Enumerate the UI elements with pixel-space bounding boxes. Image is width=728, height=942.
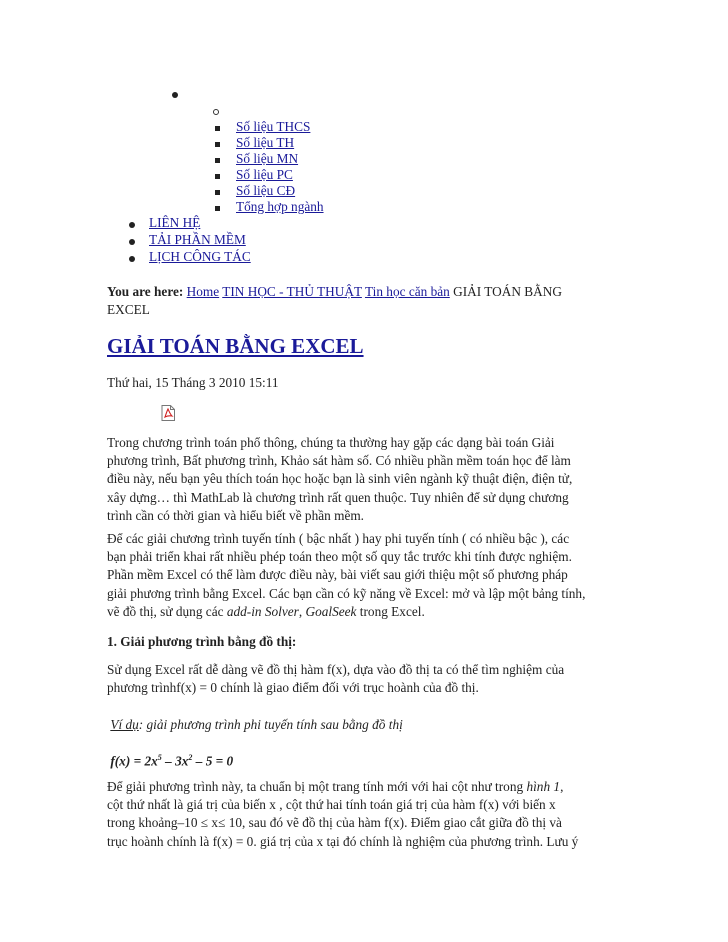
text-line: Để các giải chương trình tuyến tính ( bậc nhất ) hay phi tuyến tính ( có nhiều bậc ), các: [107, 531, 570, 546]
breadcrumb-link-tin-hoc-can-ban[interactable]: Tin học căn bản: [364, 284, 450, 299]
text-span: trong Excel.: [356, 603, 425, 619]
text-span: Để giải phương trình này, ta chuẩn bị một trang tính mới với hai cột như trong: [107, 779, 527, 794]
page-title[interactable]: GIẢI TOÁN BẰNG EXCEL: [107, 334, 364, 358]
text-span: ,: [560, 779, 564, 794]
list-bullet: [215, 126, 220, 131]
text-line: phương trìnhf(x) = 0 chính là giao điểm đối với trục hoành của đồ thị.: [107, 680, 479, 696]
menu-item-lich-cong-tac[interactable]: LỊCH CÔNG TÁC: [149, 249, 251, 264]
text-line: [107, 603, 627, 621]
list-bullet: [215, 174, 220, 179]
text-line: trình cần có thời gian và hiểu biết về phần mềm.: [107, 507, 365, 523]
menu-item-so-lieu-th[interactable]: Số liệu TH: [236, 135, 295, 150]
text-line: điều này, nếu bạn yêu thích toán học hoặc bạn là sinh viên ngành kỹ thuật điện, điện tử,: [107, 471, 573, 487]
equation: [107, 749, 627, 771]
article-date: Thứ hai, 15 Tháng 3 2010 15:11: [107, 375, 279, 390]
article-paragraph-1: [107, 434, 627, 525]
pdf-icon[interactable]: [161, 405, 175, 421]
list-bullet: [215, 190, 220, 195]
equation-part: – 3x: [161, 753, 189, 769]
equation-part: f(x) = 2x: [110, 753, 158, 769]
text-line: giải phương trình bằng Excel. Các bạn cần có kỹ năng về Excel: mở và lập một bảng tính,: [107, 585, 586, 601]
text-span: vẽ đồ thị, sử dụng các: [107, 603, 227, 619]
menu-item-lien-he[interactable]: LIÊN HỆ: [149, 215, 201, 230]
article-paragraph-3: [107, 661, 627, 697]
list-bullet: [129, 256, 135, 262]
text-line: bạn phải triển khai rất nhiều phép toán theo một số quy tắc trước khi tính được nghiệm.: [107, 549, 572, 565]
list-bullet: [215, 158, 220, 163]
equation-part: – 5 = 0: [192, 753, 234, 769]
text-line: Sử dụng Excel rất dễ dàng vẽ đồ thị hàm f(x), dựa vào đồ thị ta có thể tìm nghiệm của: [107, 662, 565, 677]
text-line: cột thứ nhất là giá trị của biến x , cột thứ hai tính toán giá trị của hàm f(x) với biến x: [107, 797, 556, 813]
menu-item-so-lieu-cd[interactable]: Số liệu CĐ: [236, 183, 296, 198]
text-line: phương trình, Bất phương trình, Khảo sát hàm số. Có nhiều phần mềm toán học để làm: [107, 453, 571, 469]
example-label: Ví dụ: [110, 717, 139, 732]
equation-exponent: 2: [188, 753, 193, 762]
menu-item-so-lieu-pc[interactable]: Số liệu PC: [236, 167, 293, 182]
breadcrumb: [107, 283, 627, 319]
article-paragraph-2: [107, 530, 627, 621]
breadcrumb-current: GIẢI TOÁN BẰNG: [453, 284, 562, 299]
breadcrumb-current-cont: EXCEL: [107, 302, 150, 318]
text-line: xây dựng… thì MathLab là chương trình rất quen thuộc. Tuy nhiên để sử dụng chương: [107, 489, 569, 505]
example-line: [107, 716, 627, 734]
breadcrumb-link-home[interactable]: Home: [186, 284, 220, 299]
text-span: ,: [298, 603, 306, 619]
menu-item-tong-hop-nganh[interactable]: Tổng hợp ngành: [236, 199, 324, 214]
emphasis-solver: add-in Solver: [226, 603, 299, 619]
menu-item-so-lieu-thcs[interactable]: Số liệu THCS: [236, 119, 311, 134]
emphasis-figure-ref: hình 1: [526, 779, 561, 794]
list-bullet: [129, 239, 135, 245]
menu-item-tai-phan-mem[interactable]: TẢI PHẦN MỀM: [149, 232, 246, 247]
breadcrumb-link-tin-hoc[interactable]: TIN HỌC - THỦ THUẬT: [222, 284, 362, 299]
list-bullet: [213, 109, 219, 115]
text-line: trong khoảng–10 ≤ x≤ 10, sau đó vẽ đồ thị của hàm f(x). Điểm giao cắt giữa đồ thị và: [107, 815, 562, 831]
emphasis-goalseek: GoalSeek: [305, 603, 357, 619]
list-bullet: [172, 92, 178, 98]
section-heading: 1. Giải phương trình bằng đồ thị:: [107, 634, 297, 649]
text-line: trục hoành chính là f(x) = 0. giá trị của x tại đó chính là nghiệm của phương trình. Lưu ý: [107, 833, 579, 849]
list-bullet: [215, 142, 220, 147]
text-line: Phần mềm Excel có thể làm được điều này, bài viết sau giới thiệu một số phương pháp: [107, 567, 568, 583]
menu-item-so-lieu-mn[interactable]: Số liệu MN: [236, 151, 299, 166]
article-paragraph-4: [107, 778, 627, 851]
example-text: : giải phương trình phi tuyến tính sau bằng đồ thị: [138, 717, 403, 732]
list-bullet: [215, 206, 220, 211]
text-line: Trong chương trình toán phổ thông, chúng ta thường hay gặp các dạng bài toán Giải: [107, 435, 555, 450]
breadcrumb-prefix: You are here:: [107, 284, 184, 299]
list-bullet: [129, 222, 135, 228]
equation-exponent: 5: [157, 753, 162, 762]
text-line: [107, 778, 627, 796]
